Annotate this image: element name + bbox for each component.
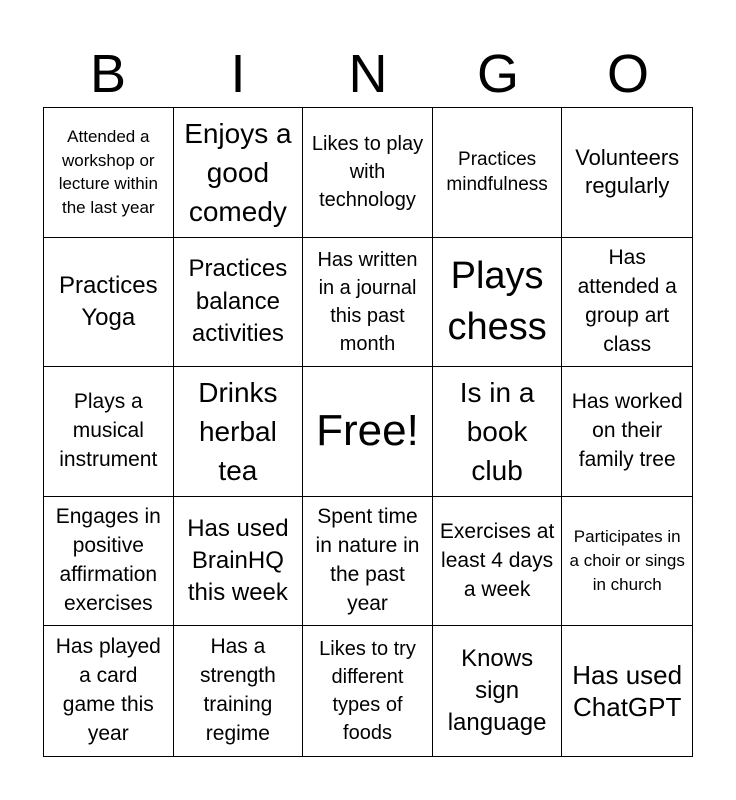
free-space-text: Free! xyxy=(316,406,419,456)
bingo-cell-6[interactable] xyxy=(44,238,174,368)
bingo-cell-23[interactable] xyxy=(303,626,433,756)
bingo-cell-2[interactable] xyxy=(174,108,304,238)
bingo-cell-12[interactable] xyxy=(174,367,304,497)
cell-text: Drinks herbal tea xyxy=(198,376,278,487)
bingo-cell-7[interactable] xyxy=(174,238,304,368)
bingo-header xyxy=(43,40,693,108)
cell-text: Has written in a journal this past month xyxy=(317,248,418,355)
cell-text: Enjoys a good comedy xyxy=(184,117,292,227)
bingo-cell-21[interactable] xyxy=(44,626,174,756)
cell-text: Plays a musical instrument xyxy=(59,390,158,471)
bingo-cell-25[interactable] xyxy=(562,626,692,756)
cell-text: Exercises at least 4 days a week xyxy=(439,519,555,601)
cell-text: Attended a workshop or lecture within the last year xyxy=(58,126,158,218)
bingo-cell-19[interactable] xyxy=(433,497,563,627)
cell-text: Spent time in nature in the past year xyxy=(315,505,420,616)
bingo-cell-3[interactable] xyxy=(303,108,433,238)
header-letter-i: I xyxy=(230,44,246,104)
cell-text: Knows sign language xyxy=(447,644,547,737)
bingo-cell-11[interactable] xyxy=(44,367,174,497)
bingo-cell-10[interactable] xyxy=(562,238,692,368)
bingo-cell-24[interactable] xyxy=(433,626,563,756)
header-letter-b: B xyxy=(89,44,127,104)
bingo-cell-free[interactable] xyxy=(303,367,433,497)
header-letter-n: N xyxy=(348,44,388,104)
bingo-cell-22[interactable] xyxy=(174,626,304,756)
bingo-cell-14[interactable] xyxy=(433,367,563,497)
header-letter-g: G xyxy=(476,44,519,104)
bingo-cell-4[interactable] xyxy=(433,108,563,238)
cell-text: Practices balance activities xyxy=(188,255,288,348)
bingo-cell-18[interactable] xyxy=(303,497,433,627)
bingo-cell-5[interactable] xyxy=(562,108,692,238)
cell-text: Likes to play with technology xyxy=(311,133,424,212)
cell-text: Has attended a group art class xyxy=(577,245,677,356)
bingo-cell-8[interactable] xyxy=(303,238,433,368)
bingo-board xyxy=(43,107,693,757)
bingo-cell-16[interactable] xyxy=(44,497,174,627)
cell-text: Likes to try different types of foods xyxy=(319,638,416,745)
cell-text: Volunteers regularly xyxy=(575,144,680,199)
bingo-cell-17[interactable] xyxy=(174,497,304,627)
cell-text: Practices mindfulness xyxy=(446,148,548,196)
header-letter-o: O xyxy=(606,44,649,104)
bingo-cell-15[interactable] xyxy=(562,367,692,497)
cell-text: Has played a card game this year xyxy=(55,635,161,746)
cell-text: Participates in a choir or sings in church xyxy=(569,527,685,594)
cell-text: Plays chess xyxy=(447,254,547,348)
cell-text: Has worked on their family tree xyxy=(571,390,683,471)
bingo-cell-20[interactable] xyxy=(562,497,692,627)
bingo-cell-9[interactable] xyxy=(433,238,563,368)
cell-text: Has used BrainHQ this week xyxy=(187,514,289,607)
cell-text: Engages in positive affirmation exercises xyxy=(55,505,161,616)
bingo-cell-1[interactable] xyxy=(44,108,174,238)
cell-text: Has a strength training regime xyxy=(199,635,276,746)
cell-text: Practices Yoga xyxy=(58,271,158,331)
cell-text: Is in a book club xyxy=(459,376,535,487)
cell-text: Has used ChatGPT xyxy=(572,659,683,723)
